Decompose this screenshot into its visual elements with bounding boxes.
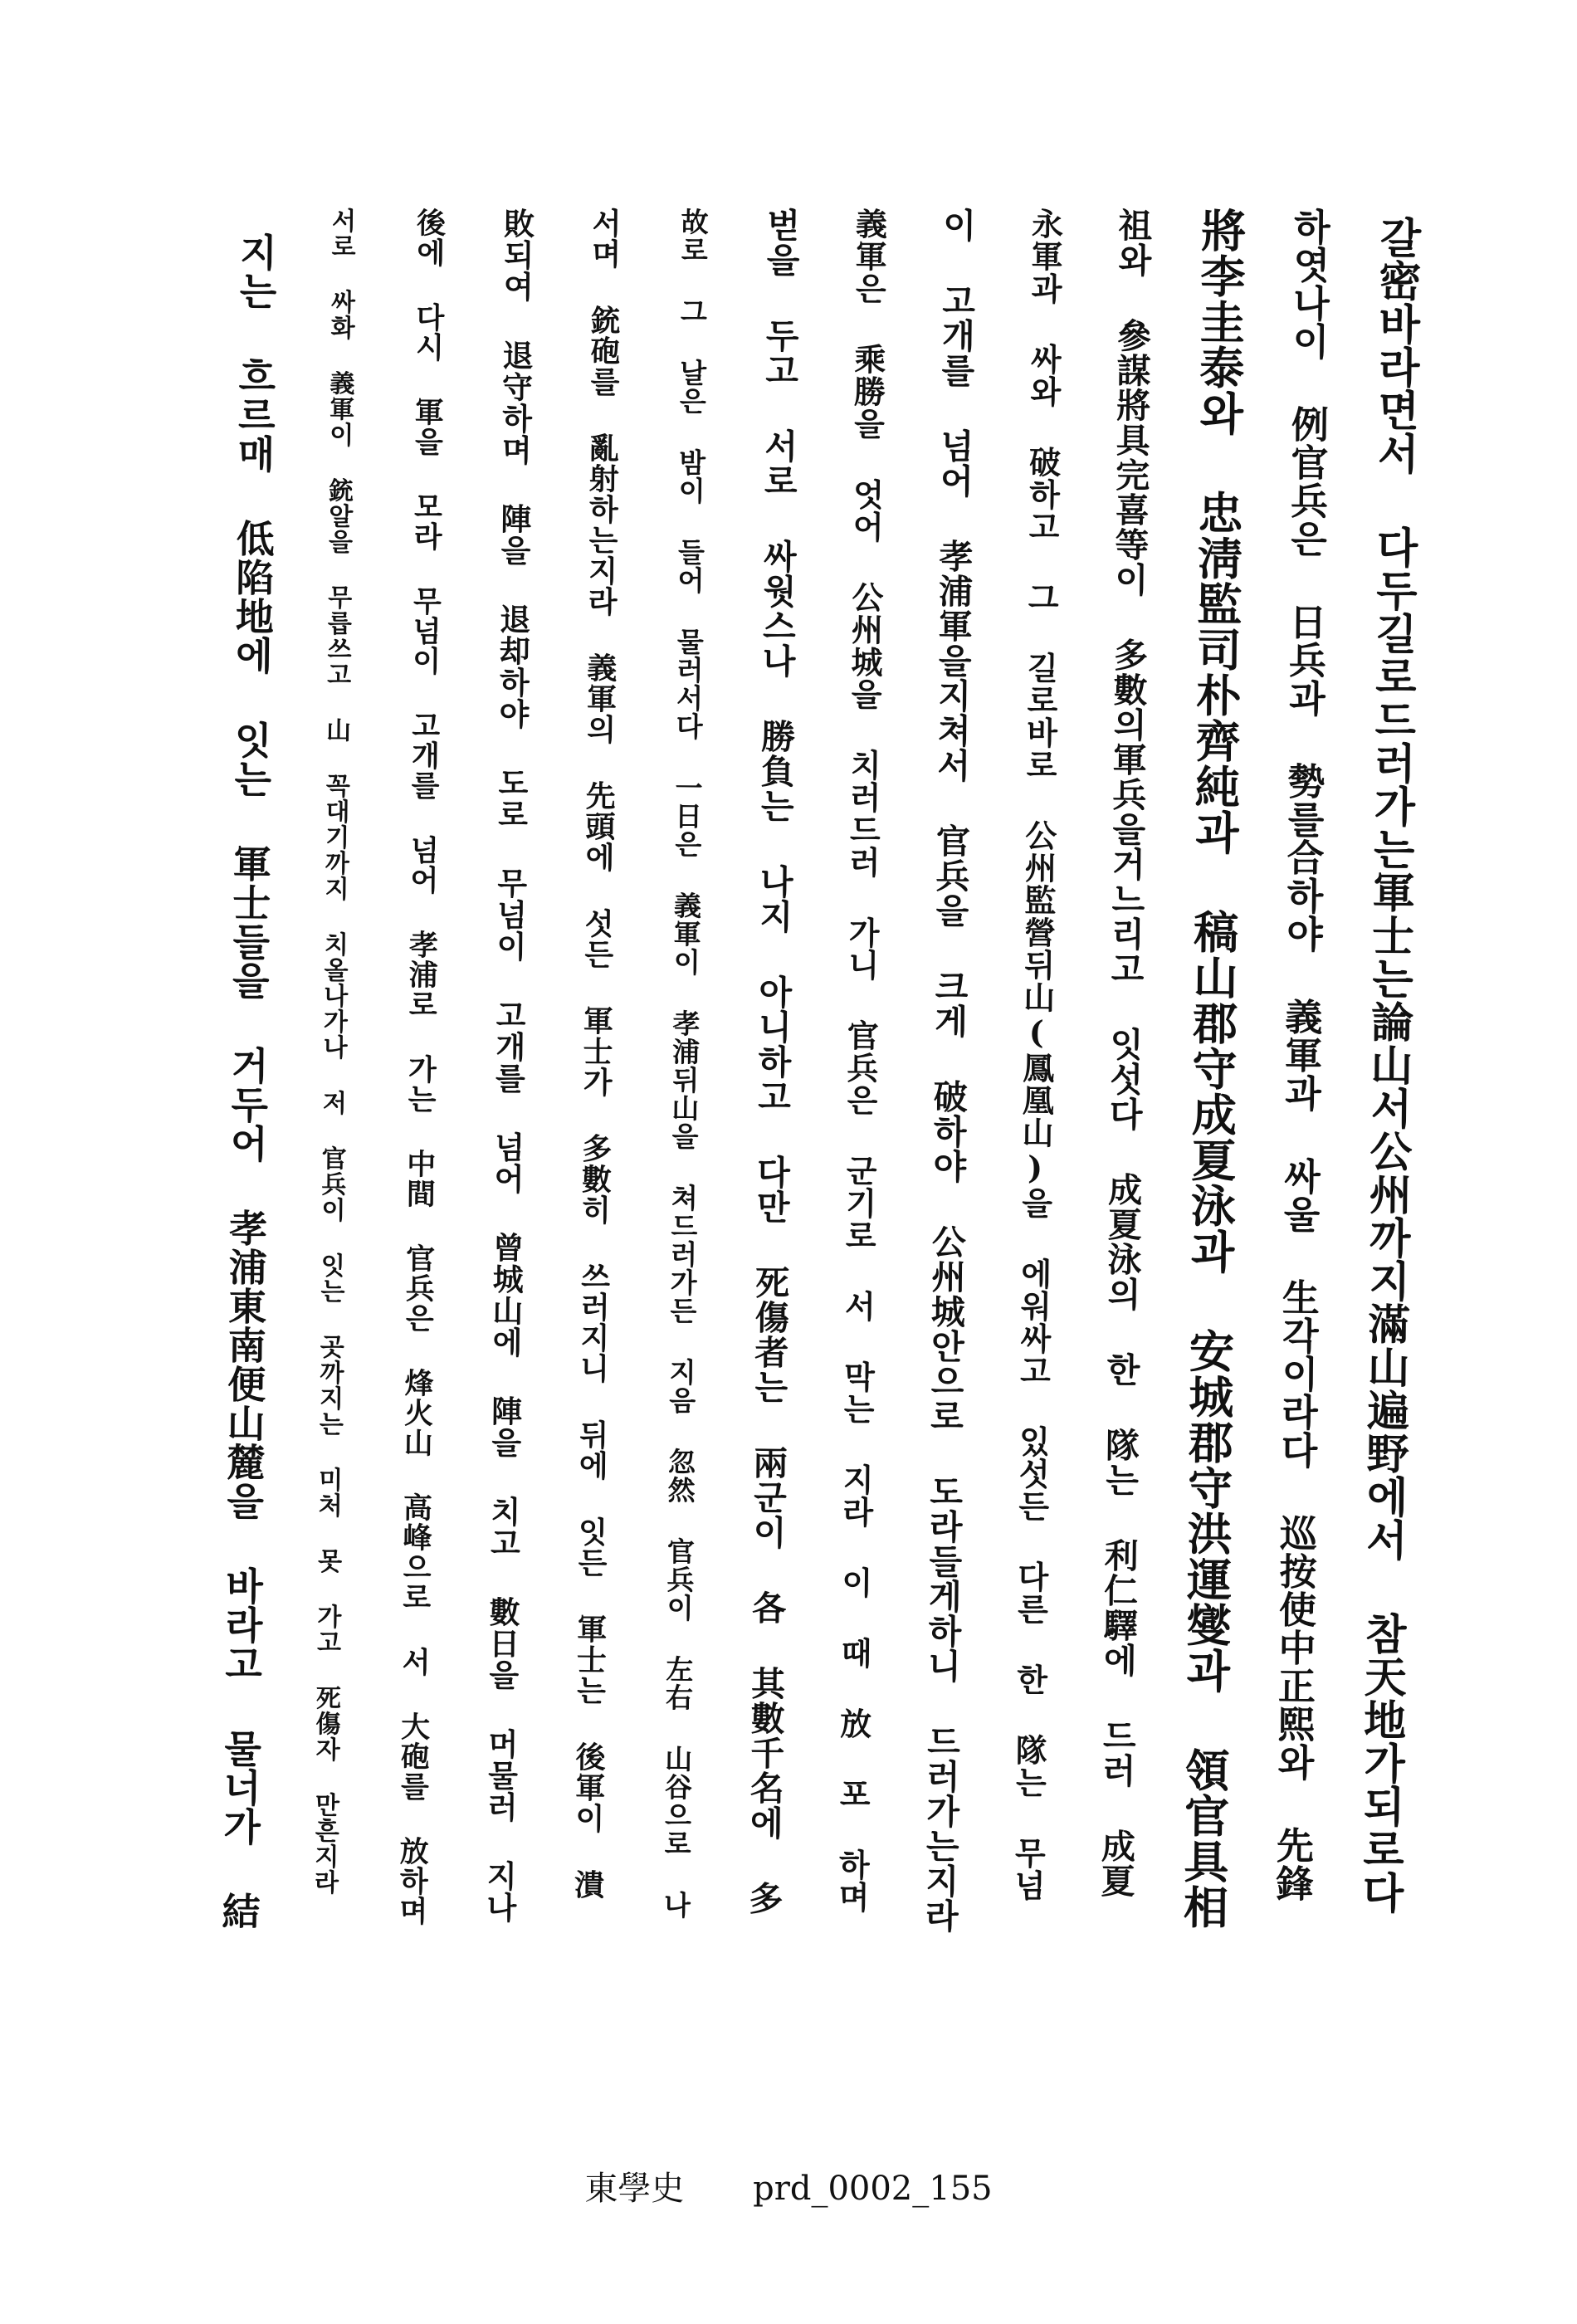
text-column-14: 지는 흐르매 低陷地에 잇는 軍士들을 거두어 孝浦東南便山麓을 바라고 물너가 結 [216, 232, 279, 1931]
text-column-5: 永軍과 싸와 破하고 그 길로바로 公州監營뒤山(鳳凰山)을 에워싸고 있섯든 다른 한 隊는 무넘 [1008, 207, 1064, 1902]
text-column-4: 祖와 參謀將具完喜等이 多數의軍兵을거느리고 잇섯다 成夏泳의 한 隊는 利仁驛에 드러 成夏 [1095, 207, 1153, 1899]
manuscript-text-block [208, 208, 1428, 1967]
text-column-1: 갈密바라면서 다두길로드러가는軍士는論山서公州까지滿山遍野에서 참天地가되로다 [1354, 215, 1422, 1915]
text-column-9: 故로 그 날은 밤이 들어 물러서다 一日은 義軍이 孝浦뒤山을 쳐드러가든 지음 忽然 官兵이 左右 山谷으로 나 [659, 207, 710, 1920]
text-column-11: 敗되여 退守하며 陣을 退却하야 도로 무넘이 고개를 넘어 曾城山에 陣을 치고 數日을 머물러 지나 [481, 207, 535, 1924]
text-column-8: 벋을 두고 서로 싸웟스나 勝負는 나지 아니하고 다만 死傷者는 兩군이 各 其數千名에 多 [743, 207, 801, 1916]
text-column-13: 서로 싸화 義軍이 銃알을 무릅쓰고 山 꼭대기까지 치올나가나 저 官兵이 잇는 곳까지는 미처 못 가고 死傷자 만흔지라 [309, 207, 356, 1896]
footer-page-code: prd_0002_155 [753, 2170, 993, 2208]
text-column-12: 後에 다시 軍을 모라 무넘이 고개를 넘어 孝浦로 가는 中間 官兵은 烽火山 高峰으로 서 大砲를 放하며 [394, 207, 447, 1926]
text-column-2: 하엿나이 例官兵은 日兵과 勢를合하야 義軍과 싸울 生각이라다 巡按使中正熙와 先鋒 [1269, 207, 1331, 1903]
footer-book-title: 東學史 [584, 2170, 685, 2208]
text-column-7: 義軍은 乘勝을 엇어 公州城을 치러드러 가니 官兵은 군기로 서 막는 지라 이 때 放 포 하며 [832, 207, 888, 1914]
page-footer [0, 2162, 1577, 2209]
text-column-3: 將李圭泰와 忠淸監司朴齊純과 稿山郡守成夏泳과 安城郡守洪運燮과 領官具相 [1176, 207, 1247, 1931]
text-column-10: 서며 銃砲를 亂射하는지라 義軍의 先頭에 섯든 軍士가 多數히 쓰러지니 뒤에 잇든 軍士는 後軍이 潰 [569, 207, 622, 1901]
text-column-6: 이 고개를 넘어 孝浦軍을지쳐서 官兵을 크게 破하야 公州城안으로 도라들게하니 드러가는지라 [919, 207, 977, 1934]
